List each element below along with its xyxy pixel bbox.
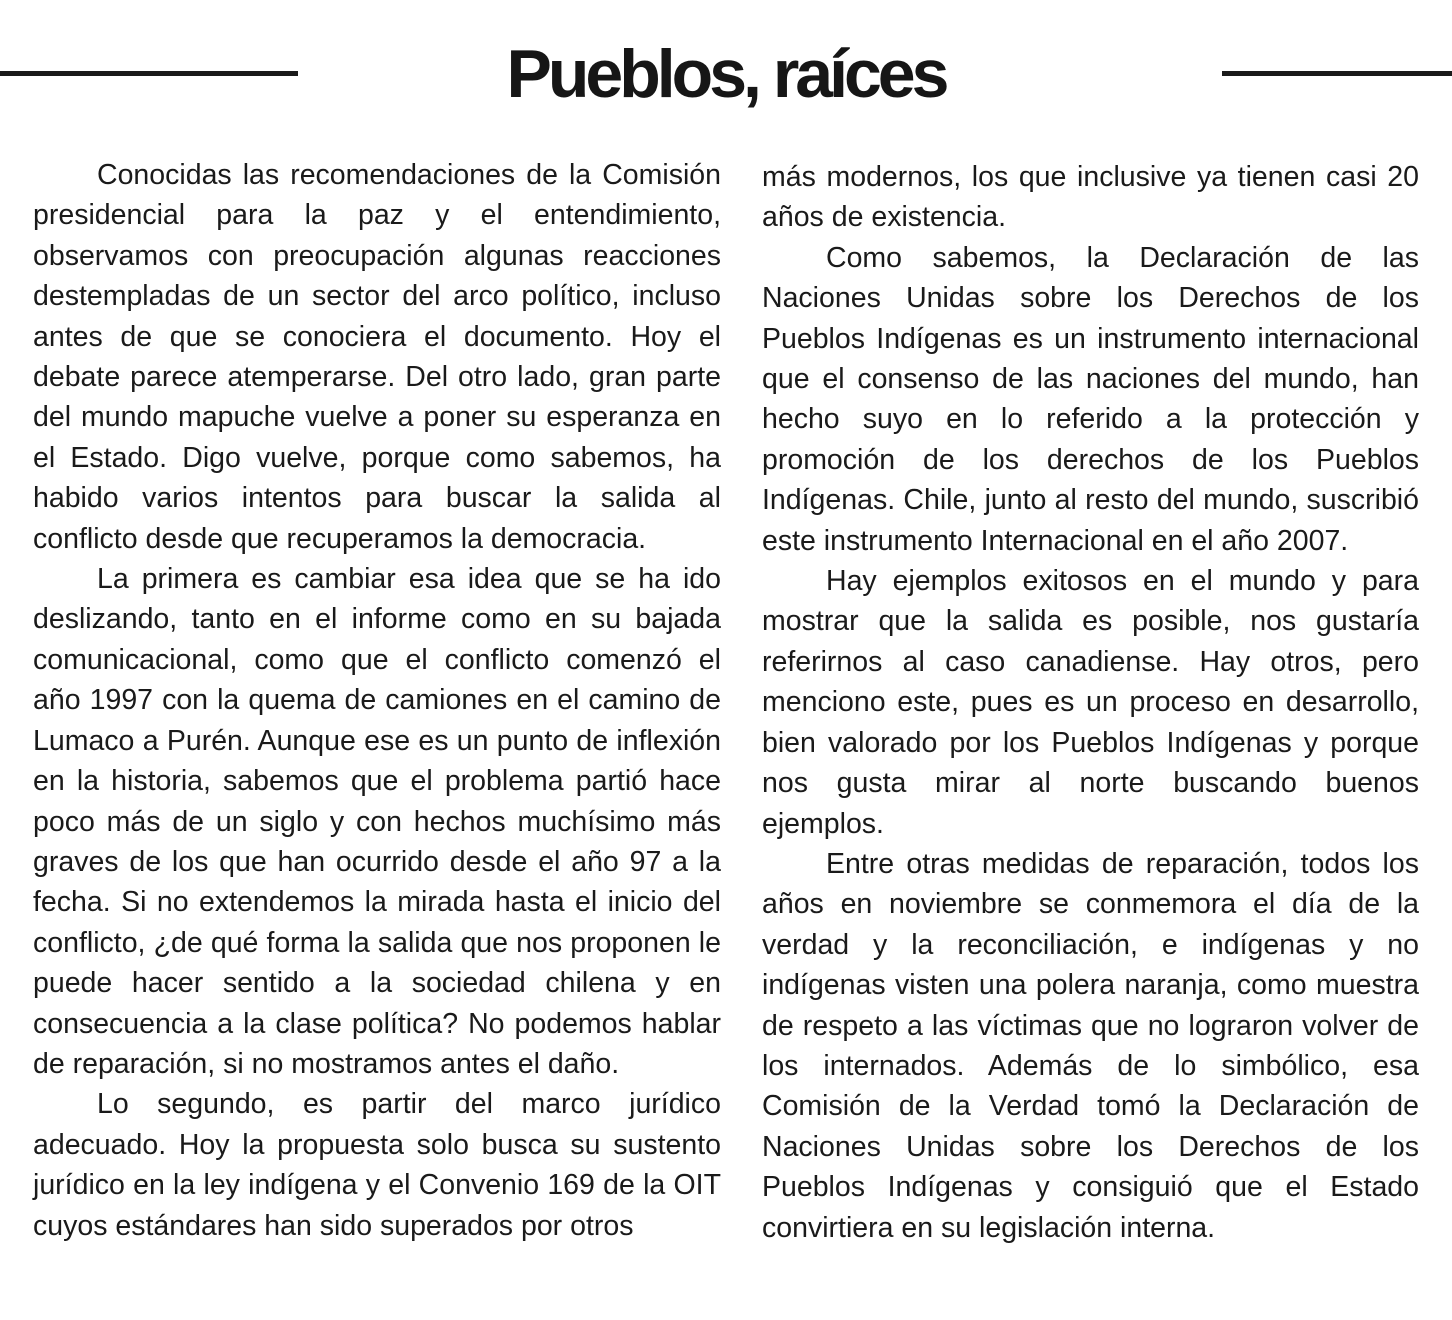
paragraph: Conocidas las recomendaciones de la Comisión presidencial para la paz y el entendimiento, observamos con preocupación algunas reacciones destempladas de un sector del arco político, incluso antes de que se conociera el documento. Hoy el debate parece atemperarse. Del otro lado, gran parte del mundo mapuche vuelve a poner su esperanza en el Estado. Digo vuelve, porque como sabemos, ha habido varios intentos para buscar la salida al conflicto desde que recuperamos la democracia.: [33, 159, 721, 555]
article-title: Pueblos, raíces: [506, 36, 946, 112]
article-column-right: [762, 157, 1419, 1248]
paragraph: Lo segundo, es partir del marco jurídico adecuado. Hoy la propuesta solo busca su sustento jurídico en la ley indígena y el Convenio 169 de la OIT cuyos estándares han sido superados por otros: [33, 1088, 721, 1242]
paragraph-continuation: más modernos, los que inclusive ya tienen casi 20 años de existencia.: [762, 161, 1419, 234]
article-column-left: [33, 155, 721, 1246]
paragraph: Entre otras medidas de reparación, todos los años en noviembre se conmemora el día de la verdad y la reconciliación, e indígenas y no indígenas visten una polera naranja, como muestra de respeto a las víctimas que no lograron volver de los internados. Además de lo simbólico, esa Comisión de la Verdad tomó la Declaración de Naciones Unidas sobre los Derechos de los Pueblos Indígenas y consiguió que el Estado convirtiera en su legislación interna.: [762, 847, 1419, 1244]
paragraph: Hay ejemplos exitosos en el mundo y para mostrar que la salida es posible, nos gustaría referirnos al caso canadiense. Hay otros, pero menciono este, pues es un proceso en desarrollo, bien valorado por los Pueblos Indígenas y porque nos gusta mirar al norte buscando buenos ejemplos.: [762, 565, 1419, 840]
paragraph: La primera es cambiar esa idea que se ha ido deslizando, tanto en el informe como en su bajada comunicacional, como que el conflicto comenzó el año 1997 con la quema de camiones en el camino de Lumaco a Purén. Aunque ese es un punto de inflexión en la historia, sabemos que el problema partió hace poco más de un siglo y con hechos muchísimo más graves de los que han ocurrido desde el año 97 a la fecha. Si no extendemos la mirada hasta el inicio del conflicto, ¿de qué forma la salida que nos proponen le puede hacer sentido a la sociedad chilena y en consecuencia a la clase política? No podemos hablar de reparación, si no mostramos antes el daño.: [33, 563, 721, 1080]
paragraph: Como sabemos, la Declaración de las Naciones Unidas sobre los Derechos de los Pueblos Indígenas es un instrumento internacional que el consenso de las naciones del mundo, han hecho suyo en lo referido a la protección y promoción de los derechos de los Pueblos Indígenas. Chile, junto al resto del mundo, suscribió este instrumento Internacional en el año 2007.: [762, 241, 1419, 557]
